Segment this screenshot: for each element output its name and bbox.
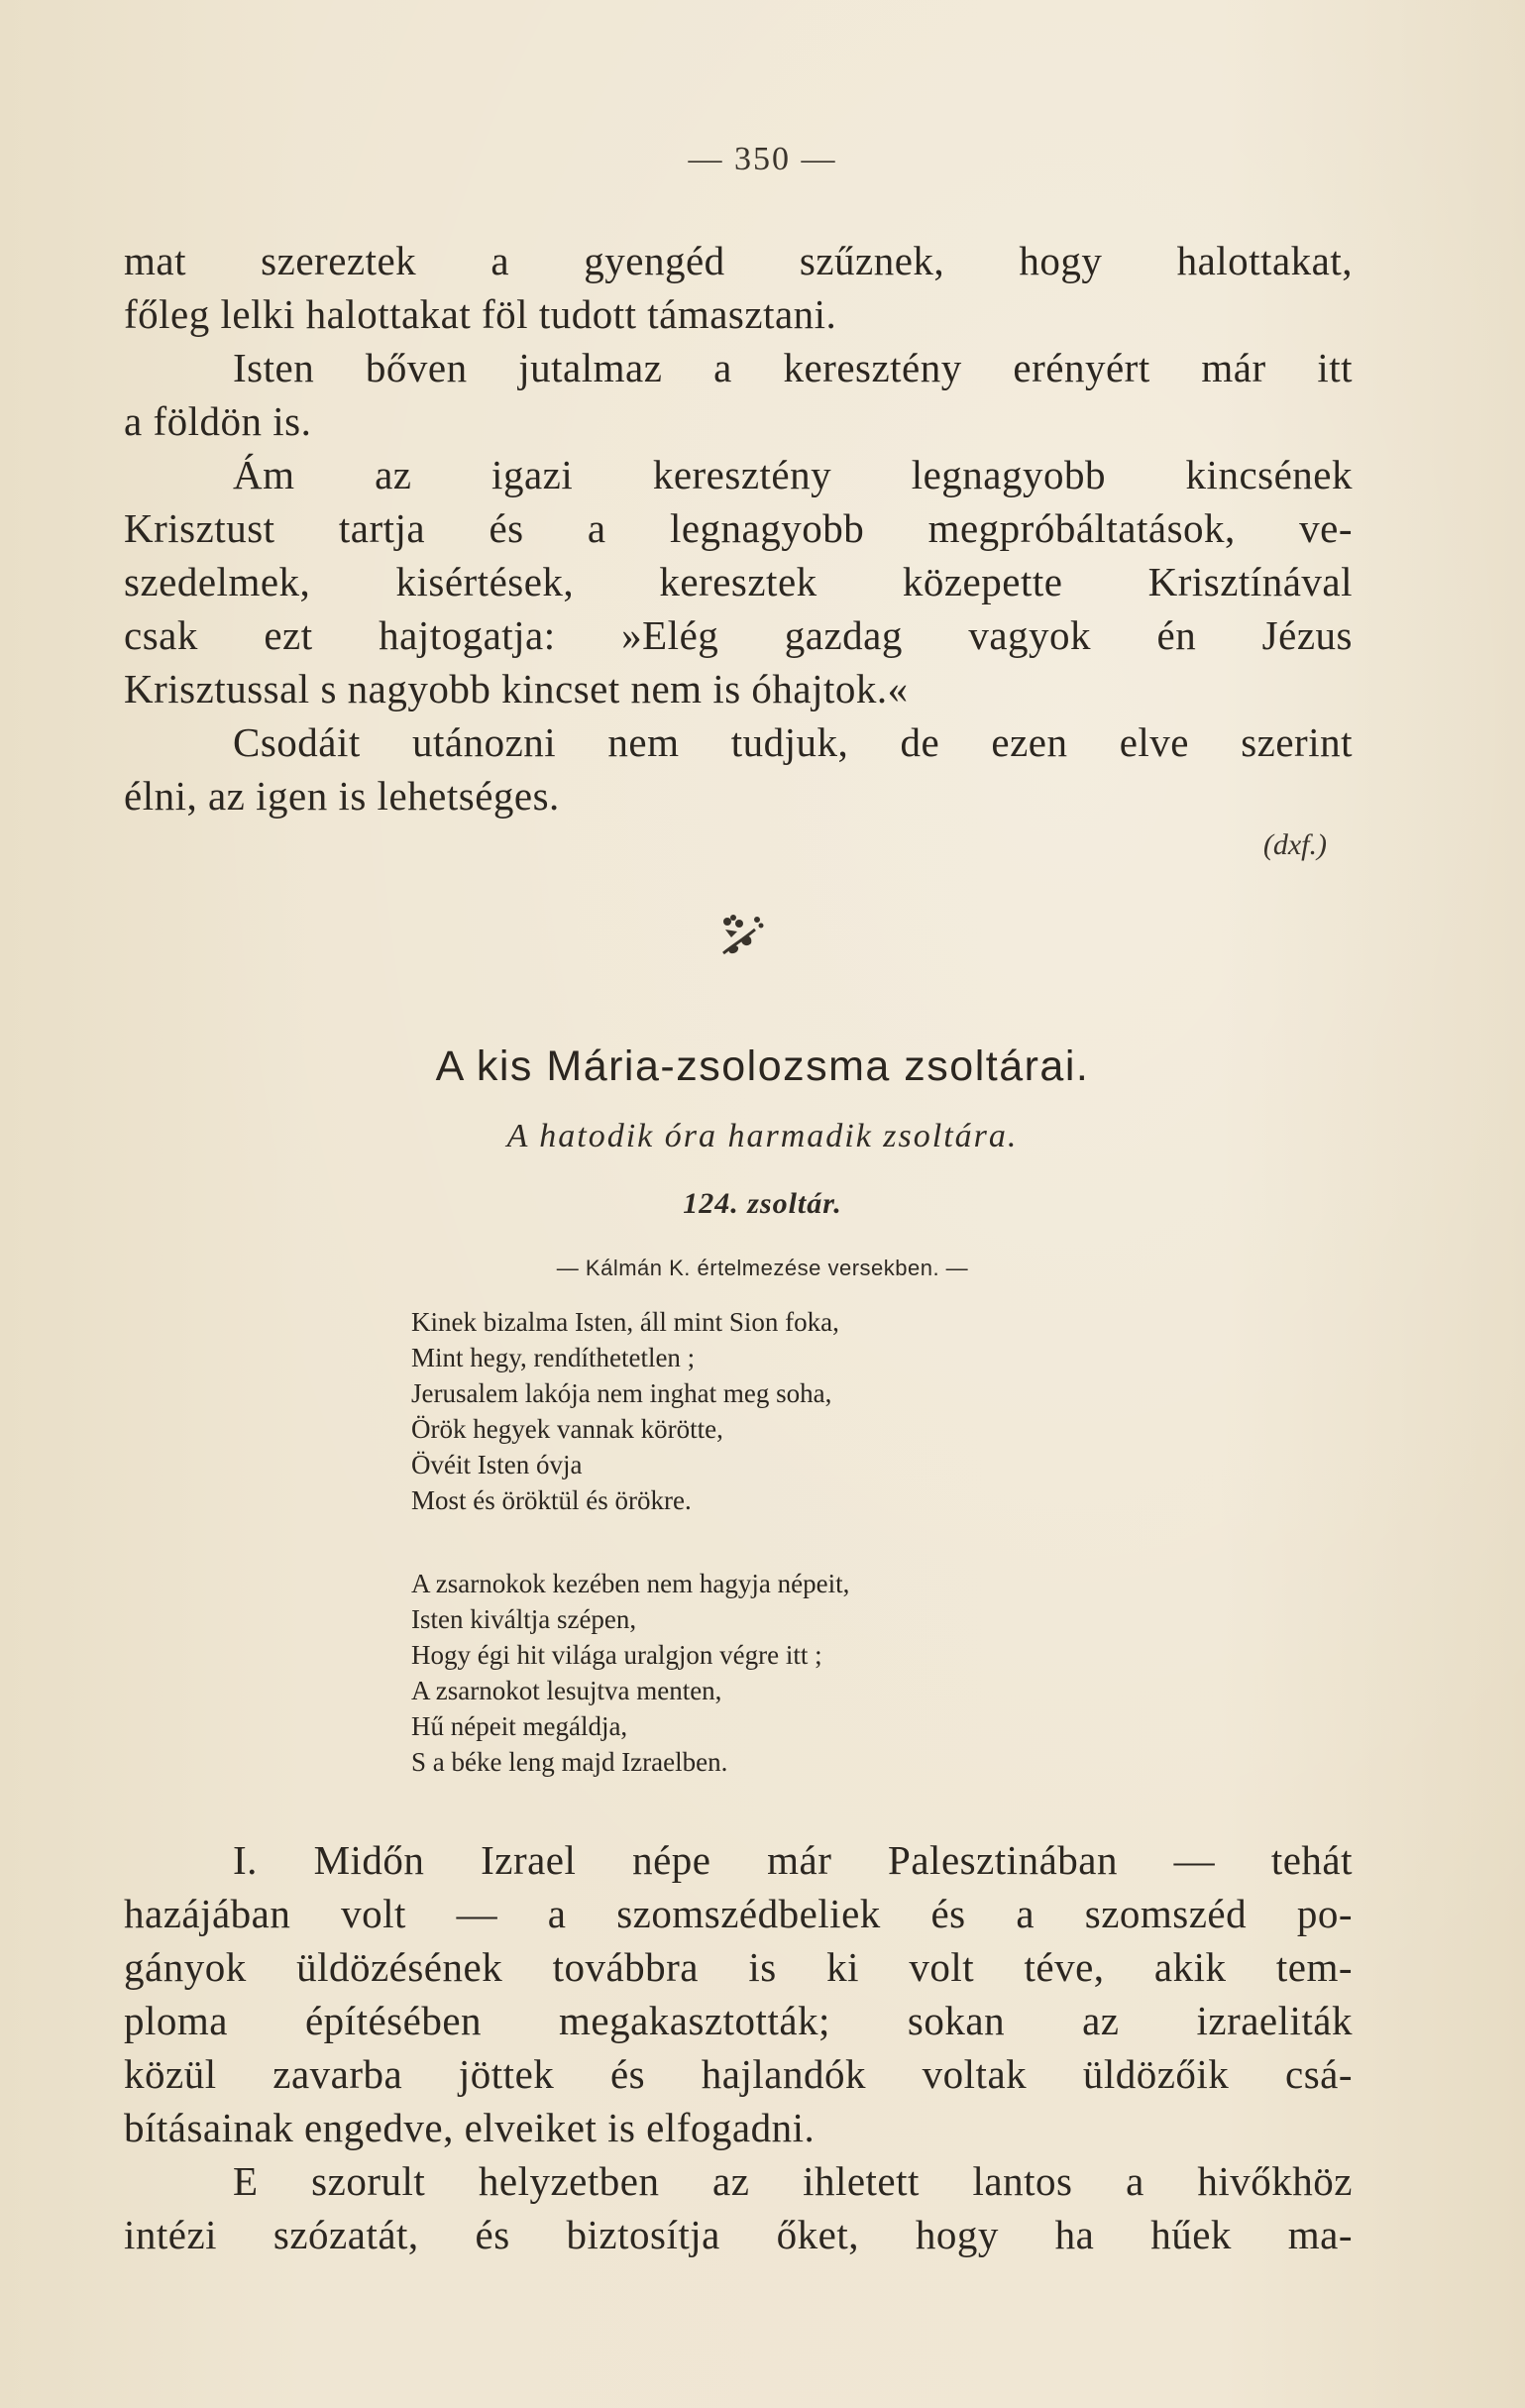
verse-line: Örök hegyek vannak körötte, <box>411 1414 723 1444</box>
text-line: I. Midőn Izrael népe már Palesztinában — tehát <box>233 1837 1353 1883</box>
verse-line: A zsarnokot lesujtva menten, <box>411 1676 722 1705</box>
verse-line: Most és öröktül és örökre. <box>411 1485 692 1515</box>
text-line: Csodáit utánozni nem tudjuk, de ezen elve szerint <box>233 719 1353 765</box>
verse-line: Mint hegy, rendíthetetlen ; <box>411 1343 696 1372</box>
verse-line: Hogy égi hit világa uralgjon végre itt ; <box>411 1640 822 1670</box>
text-line: mat szereztek a gyengéd szűznek, hogy halottakat, <box>124 238 1353 283</box>
text-line: Isten bőven jutalmaz a keresztény erényért már itt <box>233 345 1353 390</box>
verse-line: Kinek bizalma Isten, áll mint Sion foka, <box>411 1307 839 1337</box>
verse-line: S a béke leng majd Izraelben. <box>411 1747 728 1777</box>
text-line: szedelmek, kisértések, keresztek közepette Krisztínával <box>124 559 1353 604</box>
text-line: a földön is. <box>124 398 312 444</box>
text-line: gányok üldözésének továbbra is ki volt téve, akik tem- <box>124 1944 1353 1990</box>
text-line: bításainak engedve, elveiket is elfogadni. <box>124 2105 816 2150</box>
floral-ornament-icon <box>715 910 767 961</box>
verse-line: Jerusalem lakója nem inghat meg soha, <box>411 1378 832 1408</box>
text-line: Krisztussal s nagyobb kincset nem is óhajtok.« <box>124 666 909 711</box>
text-line: főleg lelki halottakat föl tudott támasztani. <box>124 291 837 337</box>
text-line: Ám az igazi keresztény legnagyobb kincsének <box>233 452 1353 497</box>
text-line: hazájában volt — a szomszédbeliek és a szomszéd po- <box>124 1891 1353 1936</box>
text-line: intézi szózatát, és biztosítja őket, hogy ha hűek ma- <box>124 2212 1353 2257</box>
verse-line: A zsarnokok kezében nem hagyja népeit, <box>411 1569 850 1598</box>
translator-credit: — Kálmán K. értelmezése versekben. — <box>556 1256 969 1280</box>
verse-line: Hű népeit megáldja, <box>411 1711 628 1741</box>
text-line: E szorult helyzetben az ihletett lantos a hivőkhöz <box>233 2158 1353 2204</box>
author-signature: (dxf.) <box>1262 828 1327 861</box>
text-line: közül zavarba jöttek és hajlandók voltak üldözőik csá- <box>124 2051 1353 2097</box>
section-title: A kis Mária-zsolozsma zsoltárai. <box>435 1042 1090 1090</box>
verse-line: Övéit Isten óvja <box>411 1450 583 1479</box>
intro-paragraph <box>124 234 1353 822</box>
psalm-number: 124. zsoltár. <box>683 1187 842 1220</box>
psalm-stanza <box>411 1566 849 1780</box>
text-line: élni, az igen is lehetséges. <box>124 773 560 819</box>
verse-line: Isten kiváltja szépen, <box>411 1604 637 1634</box>
commentary-paragraph <box>124 1833 1353 2261</box>
text-line: Krisztust tartja és a legnagyobb megpróbáltatások, ve- <box>124 505 1353 551</box>
text-line: ploma építésében megakasztották; sokan az izraeliták <box>124 1998 1353 2043</box>
page-number: — 350 — <box>688 141 837 177</box>
psalm-stanza <box>411 1304 839 1518</box>
section-subtitle: A hatodik óra harmadik zsoltára. <box>506 1118 1019 1154</box>
text-line: csak ezt hajtogatja: »Elég gazdag vagyok én Jézus <box>124 612 1353 658</box>
